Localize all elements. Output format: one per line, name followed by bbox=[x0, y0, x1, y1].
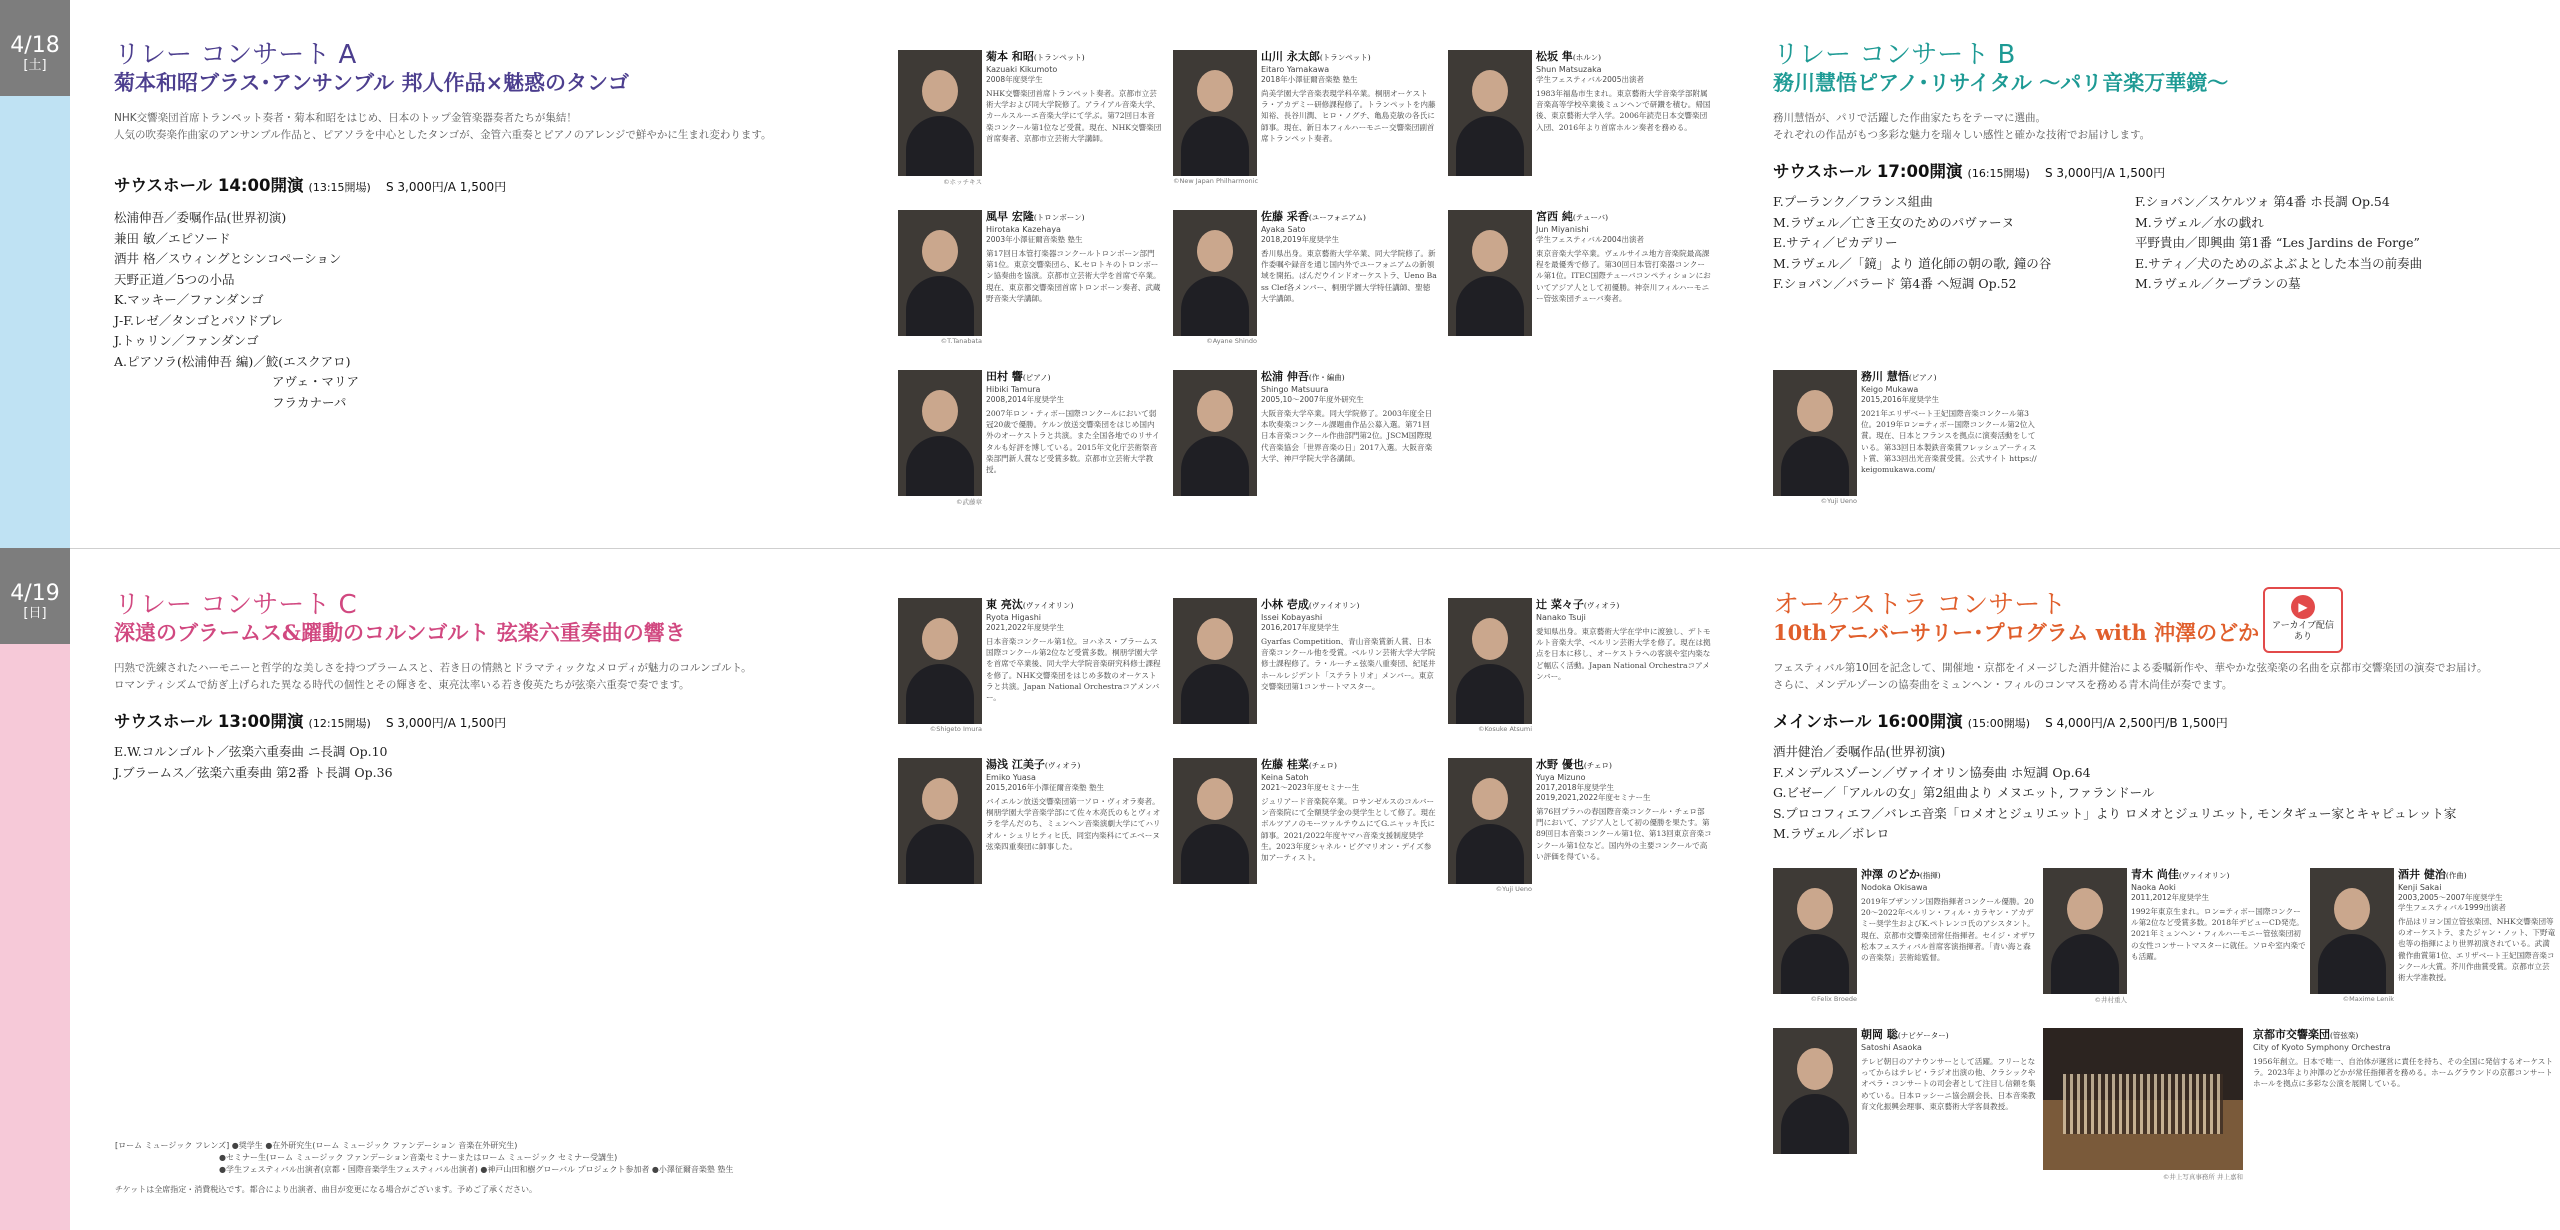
artist-roman-name: Kenji Sakai bbox=[2398, 883, 2442, 892]
artist-roman-name: Kazuaki Kikumoto bbox=[986, 65, 1058, 74]
program-list bbox=[1773, 742, 2543, 845]
program-item: 酒井健治／委嘱作品(世界初演) bbox=[1773, 744, 1946, 759]
artist-bio: 1983年福島市生まれ。東京藝術大学音楽学部附属音楽高等学校卒業後ミュンヘンで研鑽を積む。帰国後、東京藝術大学入学。2006年読売日本交響楽団入団、2016年より首席ホルン奏者を務める。 bbox=[1536, 89, 1711, 132]
artist-name: 佐藤 桂菜 bbox=[1261, 758, 1309, 771]
description-line: 円熟で洗練されたハーモニーと哲学的な美しさを持つブラームスと、若き日の情熱とドラマティックなメロディが魅力のコルンゴルト。 bbox=[114, 662, 752, 674]
artist-bio: 東京音楽大学卒業。ヴェルサイユ地方音楽院最高課程を最優秀で修了。第30回日本管打楽器コンクール第1位。ITEC国際テューバコンペティションにおいてアジア人として初優勝。神奈川フィルハーモニー管弦楽団チューバ奏者。 bbox=[1536, 249, 1711, 303]
artist-bio: 2007年ロン・ティボー国際コンクールにおいて弱冠20歳で優勝。ケルン放送交響楽団をはじめ国内外のオーケストラと共演。また全国各地でのリサイタルも好評を博している。2015年文化庁芸術祭音楽部門新人賞など受賞多数。京都市立芸術大学教授。 bbox=[986, 409, 1160, 475]
photo-credit: ©T.Tanabata bbox=[940, 337, 982, 345]
ticket-price: S 3,000円/A 1,500円 bbox=[385, 180, 507, 194]
artist-roman-name: Issei Kobayashi bbox=[1261, 613, 1323, 622]
program-item: F.ショパン／バラード 第4番 ヘ短調 Op.52 bbox=[1773, 276, 2017, 291]
archive-stream-badge bbox=[2263, 587, 2343, 653]
artist-profile-tamura bbox=[898, 370, 1163, 505]
program-item: M.ラヴェル／亡き王女のためのパヴァーヌ bbox=[1773, 214, 2015, 230]
artist-profile-sakai bbox=[2310, 868, 2558, 1003]
program-item: M.ラヴェル／水の戯れ bbox=[2135, 214, 2264, 230]
photo-credit: ©井村重人 bbox=[2094, 996, 2127, 1004]
artist-instrument: (トランペット) bbox=[1319, 53, 1371, 62]
program-item: M.ラヴェル／ボレロ bbox=[1773, 826, 1890, 841]
artist-profile-tsuji bbox=[1448, 598, 1713, 733]
artist-photo bbox=[2043, 868, 2127, 994]
artist-profile-aoki bbox=[2043, 868, 2308, 1003]
artist-affiliation: 学生フェスティバル1999出演者 bbox=[2398, 903, 2506, 912]
artist-instrument: (ピアノ) bbox=[1022, 373, 1051, 382]
concert-title: オーケストラ コンサート bbox=[1773, 590, 2067, 620]
program-item: E.サティ／ピカデリー bbox=[1773, 235, 1898, 250]
artist-profile-miyanishi bbox=[1448, 210, 1713, 345]
artist-roman-name: Shingo Matsuura bbox=[1261, 385, 1329, 394]
program-item: アヴェ・マリア bbox=[272, 374, 360, 389]
artist-photo bbox=[1173, 370, 1257, 496]
program-item: 天野正道／5つの小品 bbox=[114, 271, 235, 287]
artist-affiliation: 2008,2014年度奨学生 bbox=[986, 395, 1065, 404]
ticket-price: S 3,000円/A 1,500円 bbox=[385, 716, 507, 730]
artist-instrument: (作曲) bbox=[2445, 871, 2467, 880]
program-item: K.マッキー／ファンダンゴ bbox=[114, 292, 264, 307]
program-column-left bbox=[1773, 192, 2051, 295]
artist-profile-matsuzaka bbox=[1448, 50, 1713, 185]
date-tag-apr18 bbox=[0, 0, 70, 96]
description-line: 務川慧悟が、パリで活躍した作曲家たちをテーマに選曲。 bbox=[1773, 112, 2046, 124]
hall-info bbox=[114, 172, 874, 196]
artist-name: 青木 尚佳 bbox=[2131, 868, 2179, 881]
date-label: 4/18 bbox=[10, 33, 60, 58]
artist-photo bbox=[1773, 1028, 1857, 1154]
legend-line: ●学生フェスティバル出演者(京都・国際音楽学生フェスティバル出演者) ●神戸山田和樹グローバル プロジェクト参加者 ●小澤征爾音楽塾 塾生 bbox=[219, 1165, 734, 1174]
artist-roman-name: Hirotaka Kazehaya bbox=[986, 225, 1061, 234]
archive-label: アーカイブ配信 bbox=[2271, 621, 2334, 631]
play-icon: ▶ bbox=[2291, 595, 2315, 619]
artist-bio: ジュリアード音楽院卒業。ロサンゼルスのコルバーン音楽院にて全額奨学金の奨学生として修了。現在ボルツアノのモーツァルテウムにてG.ニャッキ氏に師事。2021/2022年度ヤマハ音楽支援制度奨学生。2023年度シャネル・ピグマリオン・デイズ参加アーティスト。 bbox=[1261, 797, 1436, 863]
concert-subtitle: 10thアニバーサリー･プログラム with 沖澤のどか bbox=[1773, 620, 2260, 645]
artist-affiliation: 2018,2019年度奨学生 bbox=[1261, 235, 1340, 244]
doors-open: (15:00開場) bbox=[1967, 717, 2030, 730]
photo-credit: ©Shigeto Imura bbox=[929, 725, 982, 733]
description-line: NHK交響楽団首席トランペット奏者・菊本和昭をはじめ、日本のトップ金管楽器奏者たちが集結！ bbox=[114, 112, 577, 124]
artist-profile-kazehaya bbox=[898, 210, 1163, 345]
description-line: ロマンティシズムで紡ぎ上げられた異なる時代の個性とその輝きを、東亮汰率いる若き俊英たちが弦楽六重奏で奏でます。 bbox=[114, 679, 690, 691]
artist-instrument: (ホルン) bbox=[1572, 53, 1602, 62]
ticket-price: S 4,000円/A 2,500円/B 1,500円 bbox=[2045, 716, 2228, 730]
hall-info bbox=[1773, 158, 2533, 182]
program-item: 兼田 敏／エピソード bbox=[114, 230, 231, 246]
legend-line: [ローム ミュージック フレンズ] ●奨学生 ●在外研究生(ローム ミュージック ファンデーション 音楽在外研究生) bbox=[115, 1141, 518, 1150]
date-label: 4/19 bbox=[10, 581, 60, 606]
orchestra-photo bbox=[2043, 1028, 2243, 1170]
artist-name: 佐藤 采香 bbox=[1261, 210, 1309, 223]
program-item: M.ラヴェル／「鏡」より 道化師の朝の歌, 鐘の谷 bbox=[1773, 255, 2052, 271]
artist-photo bbox=[2310, 868, 2394, 994]
artist-roman-name: Keina Satoh bbox=[1261, 773, 1309, 782]
program-item: J-F.レゼ／タンゴとパソドブレ bbox=[114, 312, 284, 328]
description-line: フェスティバル第10回を記念して、開催地・京都をイメージした酒井健治による委嘱新作や、華やかな弦楽楽の名曲を京都市交響楽団の演奏でお届け。 bbox=[1773, 662, 2488, 674]
photo-credit: ©Yuji Ueno bbox=[1820, 497, 1857, 505]
artist-name: 菊本 和昭 bbox=[986, 50, 1034, 63]
hall-time: サウスホール 14:00開演 bbox=[114, 176, 304, 195]
program-item: F.メンデルスゾーン／ヴァイオリン協奏曲 ホ短調 Op.64 bbox=[1773, 764, 2091, 780]
doors-open: (12:15開場) bbox=[308, 717, 371, 730]
artist-affiliation: 2015,2016年小澤征爾音楽塾 塾生 bbox=[986, 783, 1104, 792]
hall-time: サウスホール 17:00開演 bbox=[1773, 162, 1963, 181]
program-item: G.ビゼー／「アルルの女」第2組曲より メヌエット, ファランドール bbox=[1773, 785, 2155, 800]
concert-description bbox=[1773, 110, 2533, 144]
artist-affiliation: 2018年小澤征爾音楽塾 塾生 bbox=[1261, 75, 1358, 84]
artist-name: 朝岡 聡 bbox=[1861, 1028, 1898, 1041]
artist-photo bbox=[898, 598, 982, 724]
artist-instrument: (ヴァイオリン) bbox=[2178, 871, 2230, 880]
artist-affiliation: 2021～2023年度セミナー生 bbox=[1261, 783, 1360, 792]
concert-orchestra bbox=[1773, 590, 2543, 845]
artist-profile-sato bbox=[1173, 210, 1438, 345]
weekday-label: [日] bbox=[23, 606, 47, 621]
artist-photo bbox=[898, 370, 982, 496]
artist-bio: 1992年東京生まれ。ロン=ティボー国際コンクール第2位など受賞多数。2018年デビューCD発売。2021年ミュンヘン・フィルハーモニー管弦楽団初の女性コンサートマスターに就任。ソロや室内楽でも活躍。 bbox=[2131, 907, 2306, 961]
artist-profile-mukawa bbox=[1773, 370, 2038, 505]
concert-a bbox=[114, 40, 874, 413]
artist-photo bbox=[898, 50, 982, 176]
concert-description bbox=[114, 110, 874, 144]
description-line: 人気の吹奏楽作曲家のアンサンブル作品と、ピアソラを中心としたタンゴが、金管六重奏とピアノのアレンジで鮮やかに生まれ変わります。 bbox=[114, 129, 772, 141]
artist-profile-matsuura bbox=[1173, 370, 1438, 505]
artist-roman-name: Ryota Higashi bbox=[986, 613, 1042, 622]
artist-name: 松坂 隼 bbox=[1536, 50, 1573, 63]
program-column-right bbox=[2135, 192, 2422, 295]
ticket-note: チケットは全席指定・消費税込です。都合により出演者、曲目が変更になる場合がございます。予めご了承ください。 bbox=[115, 1185, 537, 1194]
concert-subtitle: 務川慧悟ピアノ･リサイタル ～パリ音楽万華鏡～ bbox=[1773, 70, 2229, 95]
artist-affiliation: 2003年小澤征爾音楽塾 塾生 bbox=[986, 235, 1083, 244]
artist-bio: Gyarfas Competition、青山音楽賞新人賞、日本音楽コンクール他を受賞。ベルリン芸術大学大学院修士課程修了。ラ・ルーチェ弦楽八重奏団、紀尾井ホールレジデント「ステラトリオ」メンバー。東京交響楽団第1コンサートマスター。 bbox=[1261, 637, 1436, 691]
photo-credit: ©井上写真事務所 井上嘉和 bbox=[2162, 1173, 2243, 1181]
artist-roman-name: Eitaro Yamakawa bbox=[1261, 65, 1330, 74]
concert-title: リレー コンサート B bbox=[1773, 40, 2016, 70]
artist-roman-name: Satoshi Asaoka bbox=[1861, 1043, 1922, 1052]
artist-roman-name: Jun Miyanishi bbox=[1536, 225, 1589, 234]
artist-roman-name: Emiko Yuasa bbox=[986, 773, 1036, 782]
artist-bio: 作品はリヨン国立管弦楽団、NHK交響楽団等のオーケストラ、またジャン・ノット、下野竜也等の指揮により世界初演されている。武満徹作曲賞第1位、エリザベート王妃国際音楽コンクール大賞。芥川作曲賞受賞。京都市立芸術大学准教授。 bbox=[2398, 917, 2556, 983]
hall-info bbox=[114, 708, 874, 732]
artist-roman-name: Ayaka Sato bbox=[1261, 225, 1306, 234]
artist-instrument: (チェロ) bbox=[1308, 761, 1337, 770]
artist-name: 宮西 純 bbox=[1536, 210, 1573, 223]
artist-name: 風早 宏隆 bbox=[986, 210, 1034, 223]
artist-roman-name: Yuya Mizuno bbox=[1536, 773, 1586, 782]
program-item: M.ラヴェル／クープランの墓 bbox=[2135, 276, 2301, 291]
program-item: A.ピアソラ(松浦伸吾 編)／鮫(エスクアロ) bbox=[114, 353, 351, 369]
program-item: 松浦伸吾／委嘱作品(世界初演) bbox=[114, 210, 287, 225]
artist-profile-okisawa bbox=[1773, 868, 2038, 1003]
program-item: 酒井 格／スウィングとシンコペーション bbox=[114, 251, 342, 266]
concert-title: リレー コンサート C bbox=[114, 590, 357, 620]
program-list bbox=[114, 208, 874, 413]
artist-profile-yamakawa bbox=[1173, 50, 1438, 185]
artist-name: 務川 慧悟 bbox=[1861, 370, 1909, 383]
artist-name: 沖澤 のどか bbox=[1861, 868, 1920, 881]
artist-name: 山川 永太郎 bbox=[1261, 50, 1320, 63]
artist-instrument: (ユーフォニアム) bbox=[1308, 213, 1366, 222]
program-list bbox=[1773, 192, 2533, 302]
hall-info bbox=[1773, 708, 2543, 732]
artist-bio: 第76回プラハの春国際音楽コンクール・チェロ部門において、アジア人として初の優勝を果たす。第89回日本音楽コンクール第1位、第13回東京音楽コンクール第1位など。国内外の主要コンクールで高い評価を得ている。 bbox=[1536, 807, 1712, 861]
concert-subtitle: 菊本和昭ブラス･アンサンブル 邦人作品×魅惑のタンゴ bbox=[114, 70, 630, 95]
footer-notes bbox=[115, 1140, 733, 1196]
artist-profile-kyoto-symphony bbox=[2043, 1028, 2555, 1181]
artist-name: 京都市交響楽団 bbox=[2253, 1028, 2330, 1041]
artist-name: 小林 壱成 bbox=[1261, 598, 1309, 611]
concert-b bbox=[1773, 40, 2533, 302]
photo-credit: ©Maxime Lenik bbox=[2342, 995, 2394, 1003]
archive-label: あり bbox=[2293, 632, 2312, 642]
artist-photo bbox=[1448, 210, 1532, 336]
artist-bio: テレビ朝日のアナウンサーとして活躍。フリーとなってからはテレビ・ラジオ出演の他、クラシックやオペラ・コンサートの司会者として注目し信頼を集めている。日本ロッシーニ協会副会長、日本音楽教育文化振興会理事、東京藝術大学客員教授。 bbox=[1861, 1057, 2036, 1111]
doors-open: (13:15開場) bbox=[308, 181, 371, 194]
artist-roman-name: Nodoka Okisawa bbox=[1861, 883, 1928, 892]
artist-affiliation: 2008年度奨学生 bbox=[986, 75, 1043, 84]
artist-affiliation: 2019,2021,2022年度セミナー生 bbox=[1536, 793, 1651, 802]
artist-name: 東 亮汰 bbox=[986, 598, 1023, 611]
artist-instrument: (ヴァイオリン) bbox=[1308, 601, 1360, 610]
program-item: 平野貴由／即興曲 第1番 “Les Jardins de Forge” bbox=[2135, 235, 2420, 250]
artist-bio: 2019年ブザンソン国際指揮者コンクール優勝。2020～2022年ベルリン・フィル・カラヤン・アカデミー奨学生およびK.ペトレンコ氏のアシスタント。現在、京都市交響楽団常任指揮者。セイジ・オザワ松本フェスティバル首席客演指揮者。「青い海と森の音楽祭」芸術総監督。 bbox=[1861, 897, 2036, 963]
photo-credit: ©ホッチキス bbox=[943, 178, 982, 186]
artist-profile-asaoka bbox=[1773, 1028, 2038, 1163]
concert-description bbox=[114, 660, 874, 694]
program-list bbox=[114, 742, 874, 783]
artist-roman-name: City of Kyoto Symphony Orchestra bbox=[2253, 1043, 2391, 1052]
artist-bio: 第17回日本管打楽器コンクールトロンボーン部門第1位。東京交響楽団ら、K.セロトキのトロンボーン協奏曲を協演。京都市立芸術大学を首席で卒業。現在、東京都交響楽団首席トロンボーン奏者、武蔵野音楽大学講師。 bbox=[986, 249, 1161, 303]
artist-instrument: (テューバ) bbox=[1572, 213, 1609, 222]
artist-bio: 1956年創立。日本で唯一、自治体が運営に責任を持ち、その全国に発信するオーケストラ。2023年より沖澤のどかが常任指揮者を務める。ホームグラウンドの京都コンサートホールを拠点に多彩な公演を展開している。 bbox=[2253, 1057, 2553, 1089]
artist-photo bbox=[1448, 50, 1532, 176]
photo-credit: ©武藤章 bbox=[956, 498, 982, 506]
artist-name: 湯浅 江美子 bbox=[986, 758, 1045, 771]
artist-photo bbox=[1173, 210, 1257, 336]
artist-instrument: (ピアノ) bbox=[1908, 373, 1937, 382]
artist-instrument: (トロンボーン) bbox=[1033, 213, 1085, 222]
ticket-price: S 3,000円/A 1,500円 bbox=[2044, 166, 2166, 180]
photo-credit: ©Felix Broede bbox=[1810, 995, 1857, 1003]
concert-description bbox=[1773, 660, 2543, 694]
artist-profile-mizuno bbox=[1448, 758, 1713, 893]
artist-bio: 2021年エリザベート王妃国際音楽コンクール第3位。2019年ロン=ティボー国際コンクール第2位入賞。現在、日本とフランスを拠点に演奏活動をしている。第33回日本製鉄音楽賞フレッシュアーティスト賞、第33回出光音楽賞受賞。公式サイト https://keigomukawa.com/ bbox=[1861, 409, 2037, 475]
artist-photo bbox=[898, 210, 982, 336]
artist-name: 水野 優也 bbox=[1536, 758, 1584, 771]
artist-affiliation: 2016,2017年度奨学生 bbox=[1261, 623, 1340, 632]
artist-affiliation: 2017,2018年度奨学生 bbox=[1536, 783, 1615, 792]
artist-photo bbox=[1173, 50, 1257, 176]
artist-name: 酒井 健治 bbox=[2398, 868, 2446, 881]
artist-instrument: (ヴァイオリン) bbox=[1022, 601, 1074, 610]
doors-open: (16:15開場) bbox=[1967, 167, 2030, 180]
program-item: フラカナーパ bbox=[272, 394, 347, 410]
date-divider bbox=[70, 548, 2560, 549]
artist-instrument: (ヴィオラ) bbox=[1044, 761, 1081, 770]
artist-name: 辻 菜々子 bbox=[1536, 598, 1584, 611]
description-line: それぞれの作品がもつ多彩な魅力を瑞々しい感性と確かな技術でお届けします。 bbox=[1773, 129, 2151, 141]
artist-affiliation: 学生フェスティバル2005出演者 bbox=[1536, 75, 1644, 84]
artist-bio: 大阪音楽大学卒業。同大学院修了。2003年度全日本吹奏楽コンクール課題曲作品公募入選。第71回日本音楽コンクール作曲部門第2位。JSCM国際現代音楽協会「世界音楽の日」2017入選。大阪音楽大学、神戸学院大学各講師。 bbox=[1261, 409, 1433, 463]
artist-affiliation: 2015,2016年度奨学生 bbox=[1861, 395, 1940, 404]
program-item: S.プロコフィエフ／バレエ音楽「ロメオとジュリエット」より ロメオとジュリエット, モンタギュー家とキャピュレット家 bbox=[1773, 805, 2457, 821]
artist-photo bbox=[1173, 598, 1257, 724]
description-line: さらに、メンデルゾーンの協奏曲をミュンヘン・フィルのコンマスを務める青木尚佳が奏でます。 bbox=[1773, 679, 2233, 691]
artist-instrument: (トランペット) bbox=[1033, 53, 1085, 62]
artist-instrument: (チェロ) bbox=[1583, 761, 1612, 770]
program-item: J.ブラームス／弦楽六重奏曲 第2番 ト長調 Op.36 bbox=[114, 764, 393, 780]
artist-bio: 日本音楽コンクール第1位。ヨハネス・ブラームス国際コンクール第2位など受賞多数。桐朋学園大学を首席で卒業後、同大学大学院音楽研究科修士課程を修了。NHK交響楽団をはじめ多数のオーケストラと共演。Japan National Orchestraコアメンバー。 bbox=[986, 637, 1161, 703]
artist-roman-name: Naoka Aoki bbox=[2131, 883, 2176, 892]
artist-affiliation: 学生フェスティバル2004出演者 bbox=[1536, 235, 1644, 244]
artist-affiliation: 2005,10～2007年度外研究生 bbox=[1261, 395, 1364, 404]
artist-photo bbox=[898, 758, 982, 884]
artist-profile-yuasa bbox=[898, 758, 1163, 893]
program-item: E.W.コルンゴルト／弦楽六重奏曲 ニ長調 Op.10 bbox=[114, 744, 388, 759]
artist-bio: NHK交響楽団首席トランペット奏者。京都市立芸術大学および同大学院修了。アライアル音楽大学、カールスルーエ音楽大学にて学ぶ。第72回日本音楽コンクール第1位など受賞。現在、NHK交響楽団首席奏者、京都市立芸術大学講師。 bbox=[986, 89, 1162, 143]
program-item: F.ショパン／スケルツォ 第4番 ホ長調 Op.54 bbox=[2135, 194, 2390, 209]
hall-time: サウスホール 13:00開演 bbox=[114, 712, 304, 731]
photo-credit: ©New Japan Philharmonic bbox=[1173, 177, 1259, 185]
weekday-label: [土] bbox=[23, 58, 47, 73]
concert-subtitle: 深遠のブラームス&躍動のコルンゴルト 弦楽六重奏曲の響き bbox=[114, 620, 686, 645]
concert-title: リレー コンサート A bbox=[114, 40, 357, 70]
artist-profile-higashi bbox=[898, 598, 1163, 733]
program-item: F.プーランク／フランス組曲 bbox=[1773, 194, 1933, 209]
artist-instrument: (作・編曲) bbox=[1308, 373, 1345, 382]
artist-affiliation: 2021,2022年度奨学生 bbox=[986, 623, 1065, 632]
artist-name: 松浦 伸吾 bbox=[1261, 370, 1309, 383]
hall-time: メインホール 16:00開演 bbox=[1773, 712, 1963, 731]
artist-instrument: (管弦楽) bbox=[2330, 1031, 2359, 1040]
artist-photo bbox=[1448, 598, 1532, 724]
date-band-apr19 bbox=[0, 548, 70, 1230]
artist-name: 田村 響 bbox=[986, 370, 1023, 383]
artist-bio: 尚美学園大学音楽表現学科卒業。桐朋オーケストラ・アカデミー研修課程修了。トランペットを内藤知裕、長谷川潤、ヒロ・ノグチ、亀島克敏の各氏に師事。現在、新日本フィルハーモニー交響楽団副首席トランペット奏者。 bbox=[1261, 89, 1436, 143]
artist-instrument: (ナビゲーター) bbox=[1897, 1031, 1949, 1040]
artist-photo bbox=[1448, 758, 1532, 884]
artist-profile-satoh bbox=[1173, 758, 1438, 893]
artist-photo bbox=[1773, 868, 1857, 994]
photo-credit: ©Ayane Shindo bbox=[1206, 337, 1257, 345]
artist-affiliation: 2011,2012年度奨学生 bbox=[2131, 893, 2210, 902]
artist-profile-kobayashi bbox=[1173, 598, 1438, 733]
artist-affiliation: 2003,2005～2007年度奨学生 bbox=[2398, 893, 2503, 902]
concert-c bbox=[114, 590, 874, 783]
artist-roman-name: Nanako Tsuji bbox=[1536, 613, 1586, 622]
photo-credit: ©Kosuke Atsumi bbox=[1477, 725, 1532, 733]
artist-bio: 香川県出身。東京藝術大学卒業、同大学院修了。新作委嘱や録音を通じ国内外でユーフォニアムの新領域を開拓。ぱんだウインドオーケストラ、Ueno Bass Clef各メンバー、桐朋学園大学特任講師、聖徳大学講師。 bbox=[1261, 249, 1437, 303]
artist-roman-name: Keigo Mukawa bbox=[1861, 385, 1919, 394]
artist-photo bbox=[1773, 370, 1857, 496]
artist-roman-name: Hibiki Tamura bbox=[986, 385, 1041, 394]
program-item: E.サティ／犬のためのぶよぶよとした本当の前奏曲 bbox=[2135, 255, 2423, 271]
artist-photo bbox=[1173, 758, 1257, 884]
artist-bio: 愛知県出身。東京藝術大学在学中に渡独し、デトモルト音楽大学、ベルリン芸術大学を修了。現在は拠点を日本に移し、オーケストラへの客演や室内楽など幅広く活動。Japan National Orchestraコアメンバー。 bbox=[1536, 627, 1711, 681]
photo-credit: ©Yuji Ueno bbox=[1495, 885, 1532, 893]
artist-instrument: (指揮) bbox=[1919, 871, 1941, 880]
artist-instrument: (ヴィオラ) bbox=[1583, 601, 1620, 610]
legend-line: ●セミナー生(ローム ミュージック ファンデーション音楽セミナーまたはローム ミュージック セミナー受講生) bbox=[219, 1153, 618, 1162]
program-item: J.トゥリン／ファンダンゴ bbox=[114, 333, 259, 348]
artist-roman-name: Shun Matsuzaka bbox=[1536, 65, 1602, 74]
artist-profile-kikumoto bbox=[898, 50, 1163, 185]
artist-bio: バイエルン放送交響楽団第一ソロ・ヴィオラ奏者。桐朋学園大学音楽学部にて佐々木亮氏のもとヴィオラを学んだのち、ミュンヘン音楽演劇大学にてハリオル・シュリヒティヒ氏、同室内楽科にてエベーヌ弦楽四重奏団に師事した。 bbox=[986, 797, 1161, 851]
date-tag-apr19 bbox=[0, 548, 70, 644]
